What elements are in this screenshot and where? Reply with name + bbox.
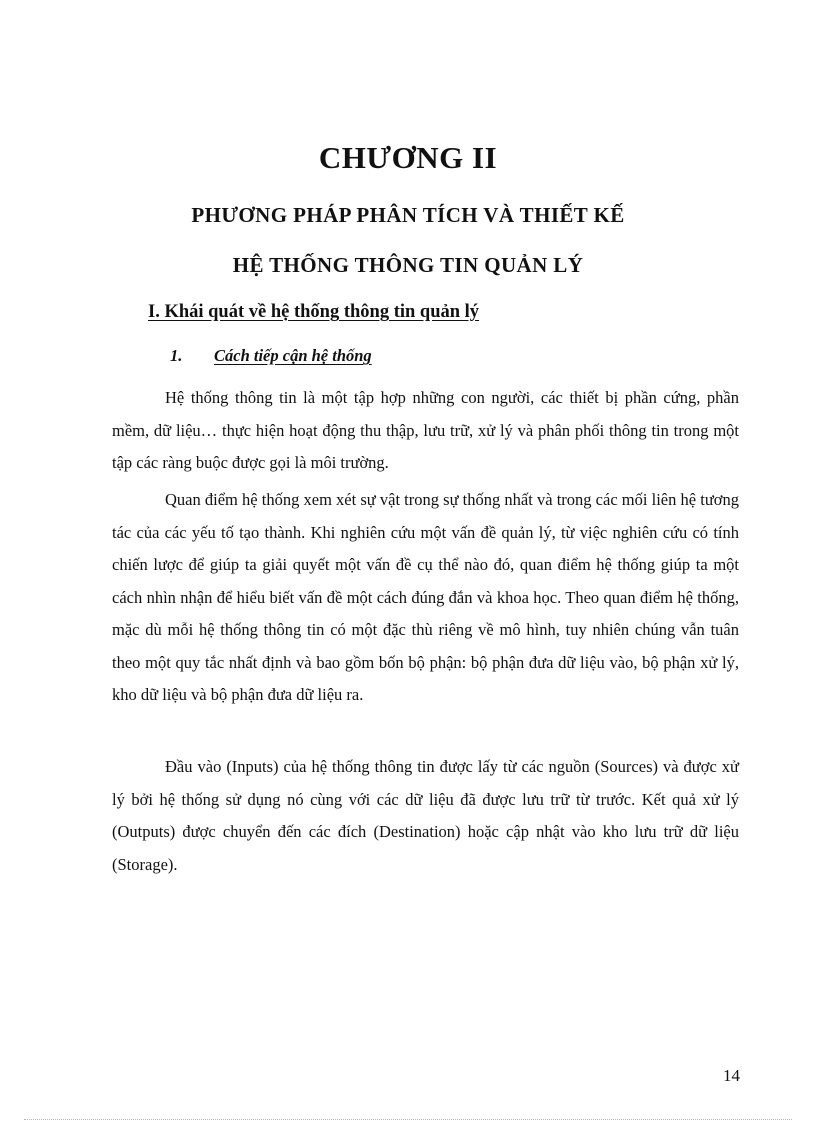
page-number: 14 xyxy=(723,1066,740,1085)
paragraph-3: Đầu vào (Inputs) của hệ thống thông tin được lấy từ các nguồn (Sources) và được xử lý bởi hệ thống sử dụng nó cùng với các dữ liệu đã được lưu trữ từ trước. Kết quả xử lý (Outputs) được chuyển đến các đích (Destination) hoặc cập nhật vào kho lưu trữ dữ liệu (Storage). xyxy=(112,757,739,874)
subsection-title: Cách tiếp cận hệ thống xyxy=(214,346,372,365)
chapter-title: CHƯƠNG II xyxy=(318,140,498,175)
chapter-subtitle-line-1: PHƯƠNG PHÁP PHÂN TÍCH VÀ THIẾT KẾ xyxy=(191,203,625,227)
chapter-subtitle-line-2: HỆ THỐNG THÔNG TIN QUẢN LÝ xyxy=(232,253,584,277)
subsection-number: 1. xyxy=(170,346,183,365)
subsection-heading xyxy=(170,346,372,366)
paragraph-2: Quan điểm hệ thống xem xét sự vật trong sự thống nhất và trong các mối liên hệ tương tác của các yếu tố tạo thành. Khi nghiên cứu một vấn đề quản lý, từ việc nghiên cứu có tính chiến lược để giúp ta giải quyết một vấn đề cụ thể nào đó, quan điểm hệ thống giúp ta một cách nhìn nhận để hiểu biết vấn đề một cách đúng đắn và khoa học. Theo quan điểm hệ thống, mặc dù mỗi hệ thống thông tin có một đặc thù riêng về mô hình, tuy nhiên chúng vẫn tuân theo một quy tắc nhất định và bao gồm bốn bộ phận: bộ phận đưa dữ liệu vào, bộ phận xử lý, kho dữ liệu và bộ phận đưa dữ liệu ra. xyxy=(112,490,739,704)
section-heading: I. Khái quát về hệ thống thông tin quản lý xyxy=(148,302,480,322)
page-bottom-divider xyxy=(24,1119,792,1120)
paragraph-1: Hệ thống thông tin là một tập hợp những con người, các thiết bị phần cứng, phần mềm, dữ liệu… thực hiện hoạt động thu thập, lưu trữ, xử lý và phân phối thông tin trong một tập các ràng buộc được gọi là môi trường. xyxy=(112,388,739,472)
